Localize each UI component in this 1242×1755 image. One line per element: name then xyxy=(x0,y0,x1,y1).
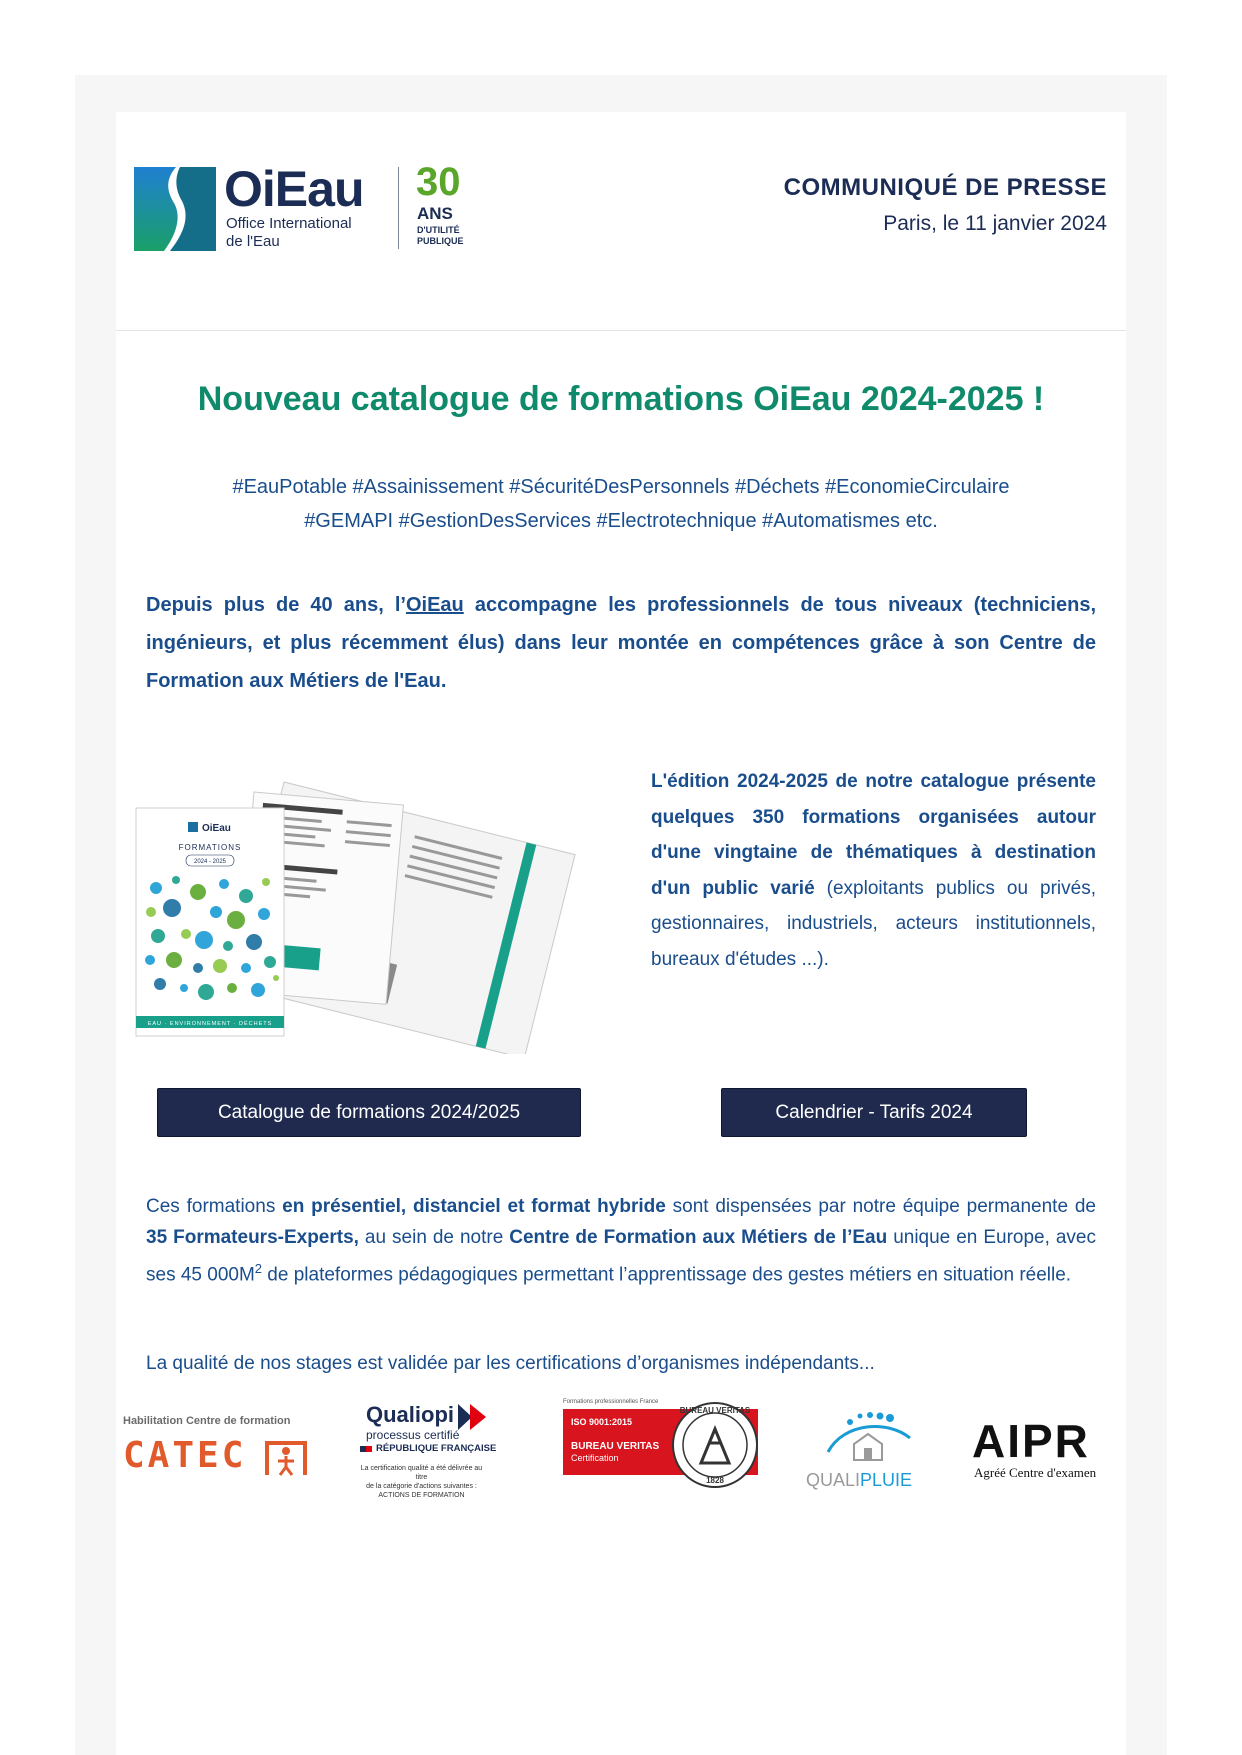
header xyxy=(116,112,1126,330)
qualiopi-logo xyxy=(354,1402,497,1502)
qualipluie-part2: PLUIE xyxy=(860,1470,913,1490)
qualipluie-part1: QUALI xyxy=(806,1470,861,1490)
qualiopi-note xyxy=(354,1464,489,1500)
intro-paragraph xyxy=(146,586,1096,700)
catalog-cover-footer: EAU · ENVIRONNEMENT · DÉCHETS xyxy=(147,1021,273,1027)
qualipluie-wordmark xyxy=(806,1470,912,1491)
catalog-cover-brand: OiEau xyxy=(202,823,231,834)
qualiopi-note-3: ACTIONS DE FORMATION xyxy=(378,1492,465,1499)
para-text-1: Ces formations xyxy=(146,1196,283,1217)
logo-separator xyxy=(398,167,399,249)
oieau-link[interactable]: OiEau xyxy=(405,594,464,616)
catalogue-button[interactable]: Catalogue de formations 2024/2025 xyxy=(157,1088,581,1137)
catalog-image xyxy=(134,772,604,1054)
oieau-logo-icon xyxy=(134,167,216,251)
aipr-logo xyxy=(972,1417,1122,1487)
hashtags xyxy=(116,470,1126,538)
qualiopi-rf: RÉPUBLIQUE FRANÇAISE xyxy=(376,1443,497,1454)
hashtags-line-1: #EauPotable #Assainissement #SécuritéDesPersonnels #Déchets #EconomieCirculaire xyxy=(232,476,1010,498)
anniversary-line-1: D'UTILITÉ xyxy=(417,225,460,235)
qualiopi-name: Qualiopi xyxy=(366,1402,454,1427)
para-text-2: sont dispensées par notre équipe permanente de xyxy=(665,1196,1096,1217)
hashtags-line-2: #GEMAPI #GestionDesServices #Electrotechnique #Automatismes etc. xyxy=(304,510,938,532)
catalog-cover-label: FORMATIONS xyxy=(178,843,242,852)
edition-bold-text: L'édition 2024-2025 de notre catalogue présente quelques 350 formations organisées autour d'une vingtaine de thématiques à destination d'un public varié xyxy=(651,771,1096,899)
catec-caption: Habilitation Centre de formation xyxy=(123,1415,291,1427)
catec-logo xyxy=(123,1415,308,1487)
anniversary-line-2: PUBLIQUE xyxy=(417,236,464,246)
press-release-label: COMMUNIQUÉ DE PRESSE xyxy=(783,174,1107,201)
intro-text-start: Depuis plus de 40 ans, l’ xyxy=(146,594,406,616)
aipr-name: AIPR xyxy=(972,1415,1090,1467)
page-title: Nouveau catalogue de formations OiEau 2024-2025 ! xyxy=(197,380,1045,418)
quality-sentence: La qualité de nos stages est validée par les certifications d’organismes indépendants... xyxy=(146,1353,875,1374)
bv-seal-icon xyxy=(671,1399,759,1491)
para-superscript: 2 xyxy=(254,1261,263,1276)
edition-rest-text: (exploitants publics ou privés, gestionnaires, industriels, acteurs institutionnels, bureaux d'études ...). xyxy=(651,877,1096,970)
email-card xyxy=(116,112,1126,1755)
bv-top-caption: Formations professionnelles France xyxy=(563,1399,659,1405)
bv-iso: ISO 9001:2015 xyxy=(571,1417,633,1427)
catalog-cover-years: 2024 - 2025 xyxy=(193,859,227,865)
qualipluie-icon xyxy=(824,1412,914,1464)
logo-name: OiEau xyxy=(224,161,364,217)
para-bold-2: 35 Formateurs-Experts, xyxy=(146,1227,359,1248)
catec-worker-icon xyxy=(265,1439,307,1477)
para-text-3: au sein de notre xyxy=(358,1227,510,1248)
anniversary-word: ANS xyxy=(417,204,453,223)
qualipluie-logo xyxy=(806,1412,936,1494)
header-divider xyxy=(116,330,1126,331)
press-release-date: Paris, le 11 janvier 2024 xyxy=(883,212,1107,235)
qualiopi-arrow-icon xyxy=(458,1404,488,1430)
qualiopi-note-1: La certification qualité a été délivrée au titre xyxy=(360,1465,483,1481)
flag-red xyxy=(366,1446,372,1452)
qualiopi-note-2: de la catégorie d'actions suivantes : xyxy=(366,1483,477,1490)
logo-subtitle-2: de l'Eau xyxy=(226,233,280,250)
para-bold-3: Centre de Formation aux Métiers de l’Eau xyxy=(509,1227,888,1248)
calendar-tariffs-button[interactable]: Calendrier - Tarifs 2024 xyxy=(721,1088,1027,1137)
catec-name: CATEC xyxy=(123,1435,247,1476)
training-paragraph xyxy=(146,1191,1096,1290)
edition-paragraph xyxy=(651,764,1096,977)
logo-subtitle-1: Office International xyxy=(226,215,352,232)
qualiopi-sub: processus certifié xyxy=(366,1428,460,1442)
intro-text-end: accompagne les professionnels de tous niveaux (techniciens, ingénieurs, et plus récemment élus) dans leur montée en compétences grâce à son Centre de Formation aux Métiers de l'Eau. xyxy=(146,594,1097,692)
para-bold-1: en présentiel, distanciel et format hybride xyxy=(282,1196,666,1217)
bv-seal-ring: BUREAU VERITAS xyxy=(679,1406,751,1415)
bureau-veritas-logo xyxy=(563,1399,758,1494)
anniversary-number: 30 xyxy=(416,160,461,204)
para-text-5: de plateformes pédagogiques permettant l’apprentissage des gestes métiers en situation réelle. xyxy=(262,1264,1072,1286)
aipr-sub: Agréé Centre d'examen xyxy=(974,1465,1097,1480)
bv-cert: Certification xyxy=(571,1453,619,1463)
para-text-4: unique en Europe, avec ses 45 000M xyxy=(146,1227,1096,1286)
bv-seal-year: 1828 xyxy=(706,1476,724,1485)
bv-name: BUREAU VERITAS xyxy=(571,1441,660,1452)
